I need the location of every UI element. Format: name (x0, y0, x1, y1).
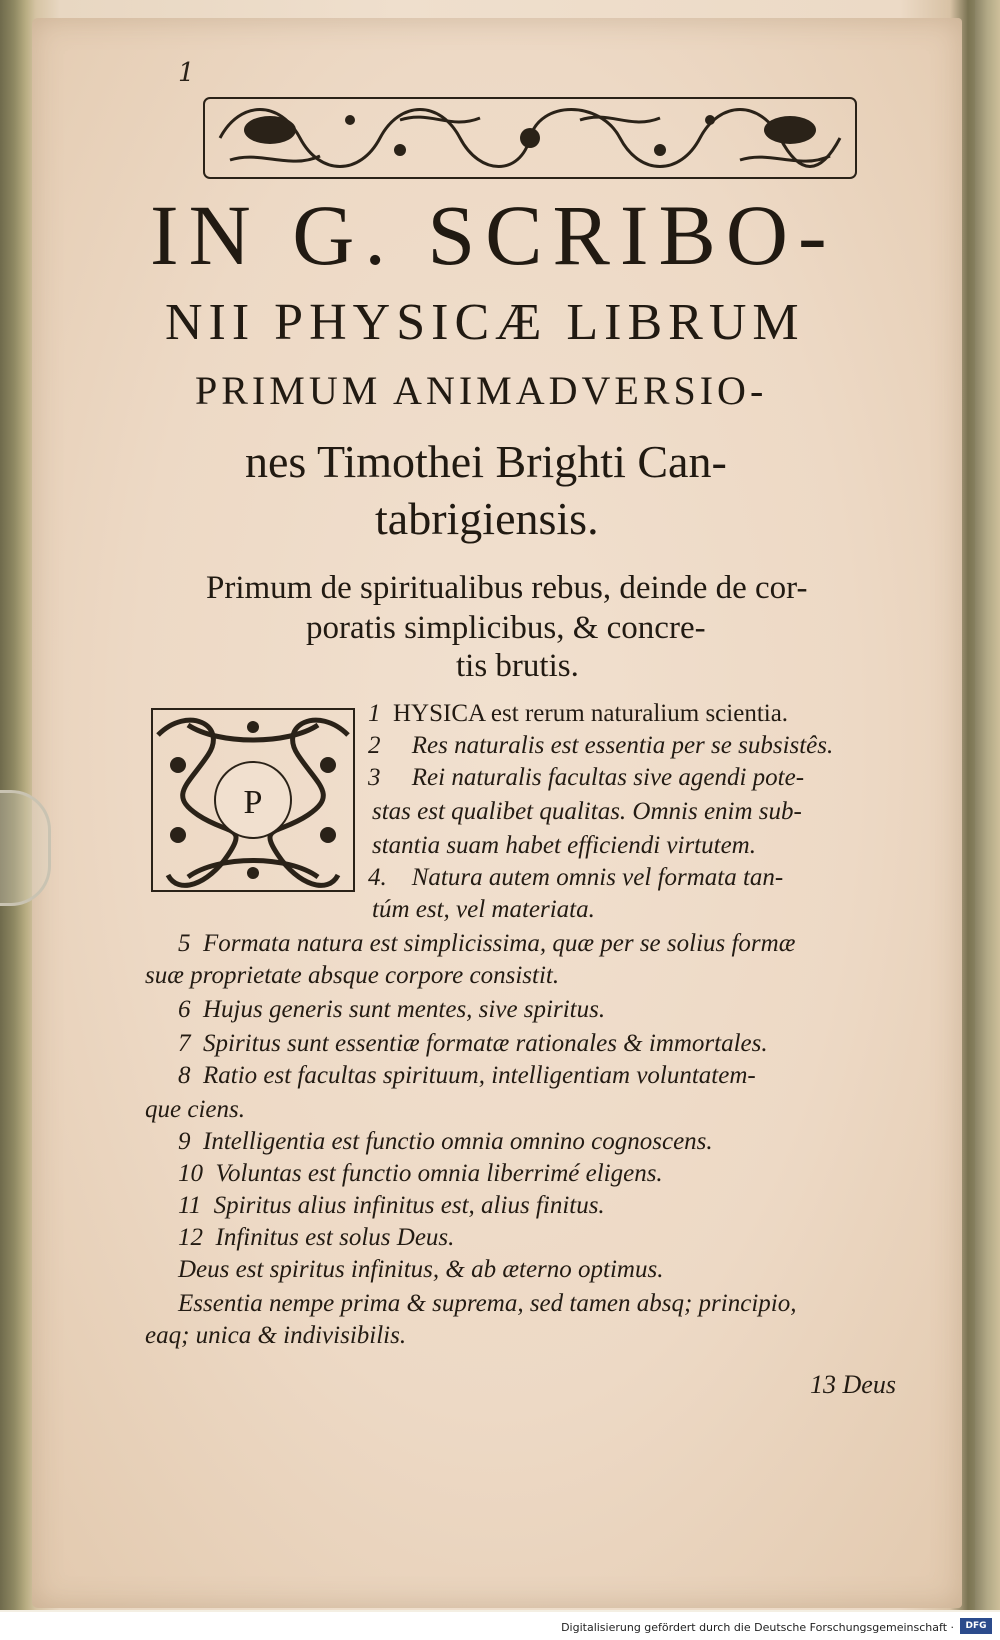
subtitle-line-1: Primum de spiritualibus rebus, deinde de cor- (206, 570, 808, 606)
line-number: 9 (178, 1128, 191, 1155)
line-number: 4. (368, 864, 387, 891)
body-line (372, 832, 756, 860)
body-line (368, 732, 833, 760)
line-text: suæ proprietate absque corpore consistit. (145, 962, 560, 989)
footer-credit: Digitalisierung gefördert durch die Deutsche Forschungsgemeinschaft · (561, 1621, 954, 1634)
body-line (178, 1128, 713, 1156)
line-text: Spiritus sunt essentiæ formatæ rationales & immortales. (203, 1030, 768, 1057)
line-number: 11 (178, 1192, 202, 1219)
line-text: stas est qualibet qualitas. Omnis enim sub- (372, 798, 802, 825)
line-number: 12 (178, 1224, 203, 1251)
line-number: 7 (178, 1030, 191, 1057)
initial-letter: P (243, 784, 263, 821)
line-text: Voluntas est functio omnia liberrimé eligens. (215, 1160, 663, 1187)
line-number: 1 (368, 700, 381, 727)
line-text: Essentia nempe prima & suprema, sed tamen absq; principio, (178, 1290, 797, 1317)
line-text: Formata natura est simplicissima, quæ per se solius formæ (203, 930, 796, 957)
body-line (368, 764, 804, 792)
folio-number: 1 (178, 58, 195, 88)
title-line-1: IN G. SCRIBO- (150, 187, 837, 283)
body-line (178, 930, 795, 958)
body-line (178, 1030, 768, 1058)
line-text: Natura autem omnis vel formata tan- (411, 864, 784, 891)
line-number: 3 (368, 764, 381, 791)
line-text: Intelligentia est functio omnia omnino cognoscens. (203, 1128, 713, 1155)
title-line-5: tabrigiensis. (375, 493, 599, 544)
line-text: Deus est spiritus infinitus, & ab æterno optimus. (178, 1256, 664, 1283)
binding-edge (975, 0, 1000, 1610)
subtitle-line-3: tis brutis. (456, 648, 579, 684)
title-line-3: PRIMUM ANIMADVERSIO- (195, 368, 768, 413)
title-line-2: NII PHYSICÆ LIBRUM (165, 294, 805, 351)
body-line (178, 1224, 454, 1252)
line-number: 2 (368, 732, 381, 759)
body-line (178, 996, 605, 1024)
decorated-initial (148, 705, 358, 895)
subtitle-line-2: poratis simplicibus, & concre- (306, 610, 706, 646)
body-line (372, 798, 802, 826)
line-text: Spiritus alius infinitus est, alius finitus. (213, 1192, 605, 1219)
book-clasp (0, 790, 51, 906)
body-line (145, 1322, 406, 1350)
line-number: 6 (178, 996, 191, 1023)
line-text: Res naturalis est essentia per se subsistês. (411, 732, 834, 759)
line-number: 8 (178, 1062, 191, 1089)
body-line (178, 1290, 796, 1318)
ornamental-headpiece (200, 90, 860, 186)
catchword: 13 Deus (810, 1370, 896, 1399)
body-line (178, 1160, 663, 1188)
title-line-4: nes Timothei Brighti Can- (245, 436, 727, 487)
body-line (178, 1192, 605, 1220)
line-number: 5 (178, 930, 191, 957)
body-line (368, 864, 783, 892)
line-text: que ciens. (145, 1096, 245, 1123)
body-line (145, 1096, 245, 1124)
line-text: Hujus generis sunt mentes, sive spiritus. (203, 996, 606, 1023)
body-line (178, 1256, 663, 1284)
line-text: HYSICA est rerum naturalium scientia. (393, 700, 789, 727)
dfg-logo: DFG (960, 1618, 992, 1634)
body-line (178, 1062, 756, 1090)
line-text: stantia suam habet efficiendi virtutem. (372, 832, 756, 859)
line-text: Rei naturalis facultas sive agendi pote- (411, 764, 805, 791)
body-line (145, 962, 559, 990)
line-text: túm est, vel materiata. (372, 896, 595, 923)
line-text: eaq; unica & indivisibilis. (145, 1322, 407, 1349)
body-line (372, 896, 595, 924)
body-line (368, 700, 788, 728)
line-number: 10 (178, 1160, 203, 1187)
line-text: Infinitus est solus Deus. (215, 1224, 455, 1251)
line-text: Ratio est facultas spirituum, intelligentiam voluntatem- (203, 1062, 756, 1089)
